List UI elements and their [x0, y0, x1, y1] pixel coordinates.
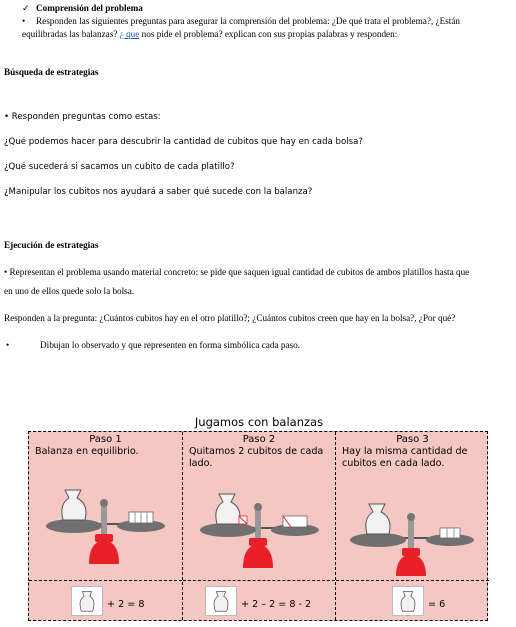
question-2: ¿Qué sucederá si sacamos un cubito de cada platillo? [4, 162, 235, 172]
balance-scale-icon [29, 468, 181, 578]
bag-icon [205, 586, 237, 616]
step-heading: Paso 3 [396, 434, 429, 445]
equation-text: = 6 [428, 599, 446, 610]
question-3: ¿Manipular los cubitos nos ayudará a saber qué sucede con la balanza? [4, 187, 313, 197]
step-heading: Paso 1 [89, 434, 122, 445]
balance-scale-icon [336, 468, 488, 578]
inline-link[interactable]: ¿ que [119, 29, 140, 39]
activity-graphic [28, 414, 490, 624]
step-description: Balanza en equilibrio. [35, 446, 139, 457]
paragraph-line: equilibradas las balanzas? ¿ que nos pide el problema? explican con sus propias palabras y responden: [22, 29, 398, 39]
section-heading-ejecucion: Ejecución de estrategias [4, 240, 99, 250]
steps-grid [28, 431, 488, 621]
balance-scale-icon [183, 468, 335, 578]
step-description: Quitamos 2 cubitos de cada lado. [189, 446, 324, 469]
paragraph-line: Dibujan lo observado y que representen en forma simbólica cada paso. [40, 340, 300, 350]
step-equation [183, 580, 335, 622]
step-3-column [335, 432, 489, 620]
section-heading-comprension: Comprensión del problema [36, 3, 143, 13]
bullet: • [22, 16, 26, 26]
bag-icon [71, 586, 103, 616]
paragraph-line: Responden a la pregunta: ¿Cuántos cubitos hay en el otro platillo?; ¿Cuántos cubitos creen que hay en la bolsa?, ¿Por qué? [4, 313, 456, 323]
equation-text: + 2 = 8 [107, 599, 145, 610]
paragraph-line: en uno de ellos quede solo la bolsa. [4, 286, 135, 296]
question-1: ¿Qué podemos hacer para descubrir la cantidad de cubitos que hay en cada bolsa? [4, 137, 363, 147]
bullet: • [6, 340, 10, 350]
section-heading-busqueda: Búsqueda de estrategias [4, 67, 99, 77]
step-heading: Paso 2 [242, 434, 276, 445]
step-equation [336, 580, 489, 622]
paragraph-line: Responden las siguientes preguntas para asegurar la comprensión del problema: ¿De qué trata el problema?, ¿Están [36, 16, 461, 26]
paragraph-line: • Representan el problema usando material concreto: se pide que saquen igual cantidad de cubitos de ambos platillos hasta que [4, 267, 470, 277]
paragraph-intro: • Responden preguntas como estas: [4, 112, 161, 122]
equation-text: + 2 – 2 = 8 - 2 [241, 599, 312, 610]
step-description: Hay la misma cantidad de cubitos en cada lado. [342, 446, 468, 469]
step-equation [29, 580, 182, 622]
bag-icon [392, 586, 424, 616]
activity-title: Jugamos con balanzas [194, 415, 324, 429]
step-2-column [182, 432, 335, 620]
step-1-column [29, 432, 182, 620]
check-mark-icon: ✓ [22, 3, 30, 13]
